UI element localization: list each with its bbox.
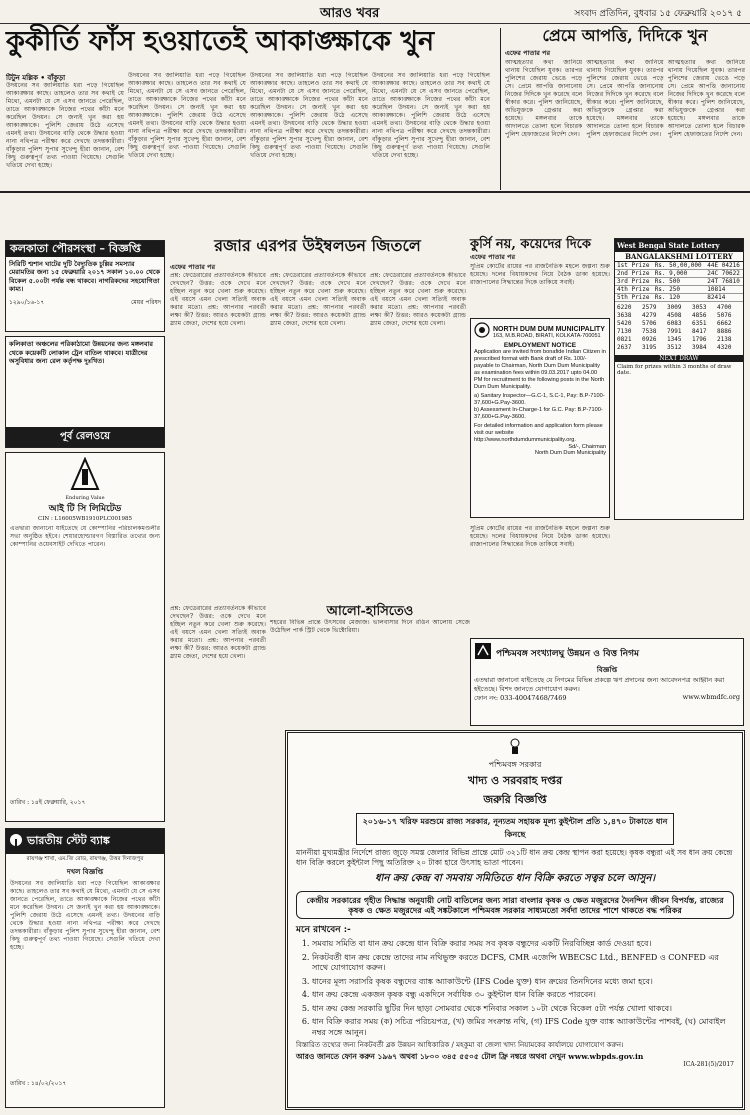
sbi-notice-title: দখল বিজ্ঞপ্তি xyxy=(66,867,104,876)
food-cta: ধান ক্রয় কেন্দ্র বা সমবায় সমিতিতে ধান বিক্রি করতে সত্বর চলে আসুন। xyxy=(374,873,656,884)
itc-date: তারিখ : ১৪ই ফেব্রুয়ারি, ২০১৭ xyxy=(10,799,86,806)
wbmdfc-web: www.wbmdfc.org xyxy=(682,693,740,701)
kmc-signature: মেয়র পরিষদ xyxy=(130,298,161,306)
lead-headline: কুকীর্তি ফাঁস হওয়াতেই আকাঙ্ক্ষাকে খুন xyxy=(6,26,435,57)
lottery-number: 4320 xyxy=(717,344,732,351)
ndm-sub: EMPLOYMENT NOTICE xyxy=(503,342,577,349)
lottery-prize-cell: 10814 xyxy=(705,286,743,294)
lottery-number: 8417 xyxy=(692,328,707,335)
railway-body: কলিকাতা অঞ্চলের পরিকাঠামো উন্নয়নের জন্য মঙ্গলবার থেকে কয়েকটি লোকাল ট্রেন বাতিল থাকবে। যাত্রীদের অসুবিধার জন্য রেল কর্তৃপক্ষ দুঃখিত। xyxy=(9,340,153,365)
ndm-title: NORTH DUM DUM MUNICIPALITY xyxy=(493,325,605,333)
section-title: আরও খবর xyxy=(320,6,380,21)
lottery-number: 1345 xyxy=(667,336,682,343)
side-story xyxy=(500,28,745,190)
kursi-headline: কুর্সি নয়, কয়েদের দিকে xyxy=(470,237,591,252)
wbmdfc-logo-icon xyxy=(474,642,492,664)
wimbledon-col1: প্রশ্ন: ফেডেরারের প্রত্যাবর্তনকে কীভাবে দেখছেন? উত্তর: ওকে দেখে মনে হচ্ছিল নতুন করে খেলা শুরু করেছে। এই বয়সে এমন খেলা সত্যিই অবাক করার মতো। প্রশ্ন: আপনার পরবর্তী লক্ষ্য কী? উত্তর: আরও কয়েকটা গ্র্যান্ড স্ল্যাম জেতা, দেশের হয়ে খেলা। xyxy=(170,272,266,327)
food-central: কেন্দ্রীয় সরকারের গৃহীত সিদ্ধান্ত অনুযায়ী নোট বাতিলের জন্য সারা বাংলার কৃষক ও ক্ষেত মজুরদের দৈনন্দিন জীবন বিপর্যস্ত, রাজ্যের কৃষক ও ক্ষেত মজুরদের এই সঙ্কটকালে পশ্চিমবঙ্গ সরকার সাধ্যমতো সর্বদা তাদের পাশে থাকতে বদ্ধ পরিকর xyxy=(296,891,734,919)
lottery-number: 6083 xyxy=(667,320,682,327)
side-headline: প্রেমে আপত্তি, দিদিকে খুন xyxy=(542,26,708,45)
ndm-item-a: a) Sanitary Inspector—G.C-1, S.C-1, Pay: B.P-7100-37,600+G.Pay-3600. xyxy=(474,393,605,406)
lottery-next-draw: NEXT DRAW xyxy=(615,355,743,362)
kursi-body-cont: সুপ্রিম কোর্টের রায়ের পর রাজনৈতিক মহলে জল্পনা শুরু হয়েছে। দলের বিধায়কদের নিয়ে বৈঠক ডাকা হয়েছে। রাজ্যপালের সিদ্ধান্তের দিকে তাকিয়ে সবাই। xyxy=(470,525,610,548)
lottery-number: 3053 xyxy=(692,304,707,311)
lottery-number: 3009 xyxy=(667,304,682,311)
lottery-prize-cell: Rs. 500 xyxy=(653,278,706,286)
wbmdfc-title: পশ্চিমবঙ্গ সংখ্যালঘু উন্নয়ন ও বিত্ত নিগম xyxy=(496,648,639,659)
lottery-number: 4700 xyxy=(717,304,732,311)
lottery-number: 3638 xyxy=(617,312,632,319)
lead-body-col3: উদয়নের সব জালিয়াতি ধরা পড়ে গিয়েছিল আকাঙ্ক্ষার কাছে। তাহলেও তার সব কথাই যে মিথ্যে, এমনটা যে সে এসব জানতে পেরেছিল, তাতে আকাঙ্ক্ষাকে নিজের পথের কাঁটা মনে করেছিল উদয়ন। সে জন্যই খুন করা হয় আকাঙ্ক্ষাকে। পুলিশি জেরায় উঠে এসেছে এমনই তথ্য। উদয়নের বাড়ি থেকে উদ্ধার হওয়া নানা নথিপত্র পরীক্ষা করে দেখছে তদন্তকারীরা। বাঁকুড়ার পুলিশ সুপার সুখেন্দু হীরা জানান, বেশ কিছু গুরুত্বপূর্ণ তথ্য পাওয়া গিয়েছে। সেগুলি খতিয়ে দেখা হচ্ছে। xyxy=(250,72,368,159)
food-remember: মনে রাখবেন :- xyxy=(296,925,351,935)
ndm-footer: For detailed information and application form please visit our website http://www.northdumdummunicipality.org. xyxy=(474,423,603,443)
lottery-number: 0821 xyxy=(617,336,632,343)
railway-notice xyxy=(5,336,165,448)
side-body-col2: আত্মহত্যার কথা জানিয়ে থানায় গিয়েছিল যুবক। তারপর পুলিশের জেরায় ভেঙে পড়ে সে। প্রেমে আপত্তি জানানোয় নিজের দিদিকে খুন করেছে বলে স্বীকার করে। পুলিশ জানিয়েছে, অভিযুক্তকে গ্রেপ্তার করা হয়েছে। মঙ্গলবার তাকে আদালতে তোলা হলে বিচারক পুলিশ হেফাজতের নির্দেশ দেন। xyxy=(586,58,664,138)
lottery-number: 1796 xyxy=(692,336,707,343)
wimbledon-byline: এফের পাতার পর xyxy=(170,263,216,271)
itc-tagline: Enduring Value xyxy=(65,495,105,501)
wimbledon-col3: প্রশ্ন: ফেডেরারের প্রত্যাবর্তনকে কীভাবে দেখছেন? উত্তর: ওকে দেখে মনে হচ্ছিল নতুন করে খেলা শুরু করেছে। এই বয়সে এমন খেলা সত্যিই অবাক করার মতো। প্রশ্ন: আপনার পরবর্তী লক্ষ্য কী? উত্তর: আরও কয়েকটা গ্র্যান্ড স্ল্যাম জেতা, দেশের হয়ে খেলা। xyxy=(370,272,466,327)
lottery-number: 3984 xyxy=(692,344,707,351)
lottery-number: 6220 xyxy=(617,304,632,311)
itc-company: আই টি সি লিমিটেড xyxy=(48,504,122,514)
food-point: 4. ধান ক্রয় কেন্দ্রে একজন কৃষক বন্ধু একদিনে সর্বাধিক ৩০ কুইন্টাল ধান বিক্রি করতে পারবেন। xyxy=(312,990,734,1001)
wimbledon-headline: রজার এরপর উইম্বলডন জিতলে xyxy=(214,236,421,255)
wbmdfc-contact: ফোন নং: 033-40047468/7469 xyxy=(474,694,567,702)
sbi-date: তারিখ : ১৪/০২/২০১৭ xyxy=(10,1080,67,1087)
sbi-name: ভারতীয় স্টেট ব্যাঙ্ক xyxy=(27,834,110,847)
lottery-brand: West Bengal State Lottery xyxy=(615,239,743,252)
page-header xyxy=(0,0,750,24)
lottery-prize-cell: 4th Prize xyxy=(615,286,653,294)
food-point: 5. ধান ক্রয় কেন্দ্র সরকারি ছুটির দিন ছাড়া সোমবার থেকে শনিবার সকাল ১০টা থেকে বিকেল ৫টা পর্যন্ত খোলা থাকবে। xyxy=(312,1004,734,1015)
food-emblem-icon xyxy=(296,737,734,759)
lottery-prize-cell: 24C 70622 xyxy=(705,270,743,278)
kursi-byline: এফের পাতার পর xyxy=(470,252,516,261)
lottery-prize-cell: 82414 xyxy=(705,294,743,302)
lottery-prize-table xyxy=(615,262,743,302)
lottery-number-grid xyxy=(615,302,743,353)
lottery-footer: Claim for prizes within 3 months of draw date. xyxy=(617,364,732,376)
divider xyxy=(0,191,750,193)
sbi-sub: রায়গঞ্জ শাখা, এম.জি রোড, রায়গঞ্জ, উত্তর দিনাজপুর xyxy=(26,856,144,862)
wimbledon-story xyxy=(170,238,465,255)
lottery-number: 7130 xyxy=(617,328,632,335)
food-title: জরুরি বিজ্ঞপ্তি xyxy=(483,793,547,806)
itc-logo-icon xyxy=(6,453,164,495)
food-points-list xyxy=(296,939,734,1038)
sbi-notice xyxy=(5,828,165,1108)
food-dept: খাদ্য ও সরবরাহ দপ্তর xyxy=(467,774,563,787)
itc-cin: CIN : L16005WB1910PLC001985 xyxy=(38,516,132,522)
lottery-prize-cell: 1st Prize xyxy=(615,262,653,270)
ndm-emblem-icon xyxy=(474,322,490,342)
wbmdfc-sub: বিজ্ঞপ্তি xyxy=(596,665,618,674)
food-gov: পশ্চিমবঙ্গ সরকার xyxy=(488,760,542,769)
lottery-number: 6351 xyxy=(692,320,707,327)
lottery-number: 4279 xyxy=(642,312,657,319)
ndm-sign: Sd/-, Chairman North Dum Dum Municipality xyxy=(534,444,606,456)
lottery-prize-row xyxy=(615,278,743,286)
food-notice xyxy=(285,730,745,1110)
lottery-number: 8886 xyxy=(717,328,732,335)
lottery-prize-cell: Rs. 120 xyxy=(653,294,706,302)
itc-notice xyxy=(5,452,165,822)
alo-story xyxy=(270,605,470,671)
lottery-prize-cell: Rs. 9,000 xyxy=(653,270,706,278)
side-body-col1: আত্মহত্যার কথা জানিয়ে থানায় গিয়েছিল যুবক। তারপর পুলিশের জেরায় ভেঙে পড়ে সে। প্রেমে আপত্তি জানানোয় নিজের দিদিকে খুন করেছে বলে স্বীকার করে। পুলিশ জানিয়েছে, অভিযুক্তকে গ্রেপ্তার করা হয়েছে। মঙ্গলবার তাকে আদালতে তোলা হলে বিচারক পুলিশ হেফাজতের নির্দেশ দেন। xyxy=(505,58,583,138)
lottery-prize-row xyxy=(615,294,743,302)
wbmdfc-body: এতদ্বারা জানানো যাইতেছে যে নিগমের বিভিন্ন প্রকল্পে ঋণ প্রদানের জন্য আবেদনপত্র আহ্বান করা হইতেছে। বিশদ জানতে যোগাযোগ করুন। xyxy=(474,676,725,693)
wimbledon-col2: প্রশ্ন: ফেডেরারের প্রত্যাবর্তনকে কীভাবে দেখছেন? উত্তর: ওকে দেখে মনে হচ্ছিল নতুন করে খেলা শুরু করেছে। এই বয়সে এমন খেলা সত্যিই অবাক করার মতো। প্রশ্ন: আপনার পরবর্তী লক্ষ্য কী? উত্তর: আরও কয়েকটা গ্র্যান্ড স্ল্যাম জেতা, দেশের হয়ে খেলা। xyxy=(270,272,366,327)
ndm-body: Application are invited from bonafide Indian Citizen in prescribed format with Bank draft of Rs. 100/- payable to Chairman, North Dum Dum Municipality as examination fees within 09.03.2017 upto 04.00 PM for recruitment to the following posts in the North Dum Dum Municipality. xyxy=(474,349,606,390)
lottery-number: 5706 xyxy=(642,320,657,327)
lottery-number: 7991 xyxy=(667,328,682,335)
lead-body-col2: উদয়নের সব জালিয়াতি ধরা পড়ে গিয়েছিল আকাঙ্ক্ষার কাছে। তাহলেও তার সব কথাই যে মিথ্যে, এমনটা যে সে এসব জানতে পেরেছিল, তাতে আকাঙ্ক্ষাকে নিজের পথের কাঁটা মনে করেছিল উদয়ন। সে জন্যই খুন করা হয় আকাঙ্ক্ষাকে। পুলিশি জেরায় উঠে এসেছে এমনই তথ্য। উদয়নের বাড়ি থেকে উদ্ধার হওয়া নানা নথিপত্র পরীক্ষা করে দেখছে তদন্তকারীরা। বাঁকুড়ার পুলিশ সুপার সুখেন্দু হীরা জানান, বেশ কিছু গুরুত্বপূর্ণ তথ্য পাওয়া গিয়েছে। সেগুলি খতিয়ে দেখা হচ্ছে। xyxy=(128,72,246,159)
lottery-prize-cell: 5th Prize xyxy=(615,294,653,302)
side-body-col3: আত্মহত্যার কথা জানিয়ে থানায় গিয়েছিল যুবক। তারপর পুলিশের জেরায় ভেঙে পড়ে সে। প্রেমে আপত্তি জানানোয় নিজের দিদিকে খুন করেছে বলে স্বীকার করে। পুলিশ জানিয়েছে, অভিযুক্তকে গ্রেপ্তার করা হয়েছে। মঙ্গলবার তাকে আদালতে তোলা হলে বিচারক পুলিশ হেফাজতের নির্দেশ দেন। xyxy=(667,58,745,138)
food-point: 6. ধান বিক্রি করার সময় (ক) সচিত্র পরিচয়পত্র, (খ) জমির সংক্রান্ত নথি, (গ) IFS Code যুক্ত ব্যাঙ্ক অ্যাকাউন্টের পাশবই, (ঘ) মোবাইল নম্বর সঙ্গে আনুন। xyxy=(312,1017,734,1038)
kmc-ref: ১২৯০/১৬-১৭ xyxy=(9,298,45,306)
side-byline: এফের পাতার পর xyxy=(505,48,551,57)
lottery-number: 2637 xyxy=(617,344,632,351)
wimbledon-col4: প্রশ্ন: ফেডেরারের প্রত্যাবর্তনকে কীভাবে দেখছেন? উত্তর: ওকে দেখে মনে হচ্ছিল নতুন করে খেলা শুরু করেছে। এই বয়সে এমন খেলা সত্যিই অবাক করার মতো। প্রশ্ন: আপনার পরবর্তী লক্ষ্য কী? উত্তর: আরও কয়েকটা গ্র্যান্ড স্ল্যাম জেতা, দেশের হয়ে খেলা। xyxy=(170,605,266,660)
lottery-number: 4508 xyxy=(667,312,682,319)
food-point: 3. ধানের মূল্য সরাসরি কৃষক বন্ধুদের ব্যাঙ্ক অ্যাকাউন্টে (IFS Code যুক্ত) ধান ক্রয়ের তিনদিনের মধ্যে জমা হবে। xyxy=(312,977,734,988)
lottery-prize-row xyxy=(615,270,743,278)
lead-body-col4: উদয়নের সব জালিয়াতি ধরা পড়ে গিয়েছিল আকাঙ্ক্ষার কাছে। তাহলেও তার সব কথাই যে মিথ্যে, এমনটা যে সে এসব জানতে পেরেছিল, তাতে আকাঙ্ক্ষাকে নিজের পথের কাঁটা মনে করেছিল উদয়ন। সে জন্যই খুন করা হয় আকাঙ্ক্ষাকে। পুলিশি জেরায় উঠে এসেছে এমনই তথ্য। উদয়নের বাড়ি থেকে উদ্ধার হওয়া নানা নথিপত্র পরীক্ষা করে দেখছে তদন্তকারীরা। বাঁকুড়ার পুলিশ সুপার সুখেন্দু হীরা জানান, বেশ কিছু গুরুত্বপূর্ণ তথ্য পাওয়া গিয়েছে। সেগুলি খতিয়ে দেখা হচ্ছে। xyxy=(372,72,490,159)
kmc-body: সিরিটি শ্মশান ঘাটের দুটি বৈদ্যুতিক চুল্লির সমস্যার মেরামতির জন্য ১৫ ফেব্রুয়ারি ২০১৭ সকাল ১০.০০ থেকে বিকেল ৫.০০টা পর্যন্ত বন্ধ থাকবে। নাগরিকদের সহযোগিতা কাম্য। xyxy=(9,259,161,294)
kursi-body: সুপ্রিম কোর্টের রায়ের পর রাজনৈতিক মহলে জল্পনা শুরু হয়েছে। দলের বিধায়কদের নিয়ে বৈঠক ডাকা হয়েছে। রাজ্যপালের সিদ্ধান্তের দিকে তাকিয়ে সবাই। xyxy=(470,262,610,286)
page-meta: সংবাদ প্রতিদিন, বুধবার ১৫ ফেব্রুয়ারি ২০১৭ ৫ xyxy=(574,9,742,19)
lead-headline-area xyxy=(6,28,496,68)
lottery-number: 3195 xyxy=(642,344,657,351)
food-footer1: বিস্তারিত তথ্যের জন্য নিকটবর্তী ব্লক উন্নয়ন আধিকারিক / মহকুমা বা জেলা খাদ্য নিয়ামকের কার্যালয়ে যোগাযোগ করুন। xyxy=(296,1041,624,1049)
food-banner: ২০১৬-১৭ খরিফ মরশুমে রাজ্য সরকার, নূন্যতম সহায়ক মূল্য কুইন্টাল প্রতি ১,৪৭০ টাকাতে ধান কিনছে xyxy=(356,813,674,845)
food-point: 1. সমবায় সমিতি বা ধান ক্রয় কেন্দ্রে ধান বিক্রি করার সময় সব কৃষক বন্ধুদের একটি নিরবিচ্ছিন্ন কার্ড দেওয়া হবে। xyxy=(312,939,734,950)
lottery-box xyxy=(614,238,744,520)
lottery-prize-cell: 3rd Prize xyxy=(615,278,653,286)
lottery-number: 2579 xyxy=(642,304,657,311)
railway-footer: পূর্ব রেলওয়ে xyxy=(6,427,164,448)
ndm-address: 163, M.B.ROAD, BIRATI, KOLKATA-700051 xyxy=(493,332,601,339)
itc-body: এতদ্বারা জানানো যাইতেছে যে কোম্পানির পরিচালকমণ্ডলীর সভা অনুষ্ঠিত হইবে। শেয়ারহোল্ডারগণ বিস্তারিত তথ্যের জন্য কোম্পানির ওয়েবসাইট দেখিতে পারেন। xyxy=(10,525,160,548)
food-footer2: আরও জানতে ফোন করুন ১৯৬৭ অথবা ১৮০০ ৩৪৫ ৫৫০৫ টোল ফ্রি নম্বরে অথবা দেখুন www.wbpds.gov.in xyxy=(296,1052,644,1061)
lottery-prize-cell: 2nd Prize xyxy=(615,270,653,278)
lottery-prize-cell: 24T 76810 xyxy=(705,278,743,286)
lottery-prize-row xyxy=(615,262,743,270)
lottery-prize-cell: 44E 04216 xyxy=(705,262,743,270)
lottery-prize-row xyxy=(615,286,743,294)
lottery-number: 3512 xyxy=(667,344,682,351)
lottery-name: BANGALAKSHMI LOTTERY xyxy=(615,252,743,262)
lottery-number: 5420 xyxy=(617,320,632,327)
sbi-body: উদয়নের সব জালিয়াতি ধরা পড়ে গিয়েছিল আকাঙ্ক্ষার কাছে। তাহলেও তার সব কথাই যে মিথ্যে, এমনটা যে সে এসব জানতে পেরেছিল, তাতে আকাঙ্ক্ষাকে নিজের পথের কাঁটা মনে করেছিল উদয়ন। সে জন্যই খুন করা হয় আকাঙ্ক্ষাকে। পুলিশি জেরায় উঠে এসেছে এমনই তথ্য। উদয়নের বাড়ি থেকে উদ্ধার হওয়া নানা নথিপত্র পরীক্ষা করে দেখছে তদন্তকারীরা। বাঁকুড়ার পুলিশ সুপার সুখেন্দু হীরা জানান, বেশ কিছু গুরুত্বপূর্ণ তথ্য পাওয়া গিয়েছে। সেগুলি খতিয়ে দেখা হচ্ছে। xyxy=(10,880,160,951)
food-point: 2. নিকটবর্তী ধান ক্রয় কেন্দ্রে তাদের নাম নথিভুক্ত করতে DCFS, CMR এজেন্সি WBECSC Ltd., BENFED ও CONFED এর সাথে যোগাযোগ করুন। xyxy=(312,953,734,974)
lottery-number: 6662 xyxy=(717,320,732,327)
lottery-prize-cell: Rs. 250 xyxy=(653,286,706,294)
food-ica: ICA-281(5)/2017 xyxy=(683,1061,734,1068)
lottery-number: 0926 xyxy=(642,336,657,343)
lottery-number: 4856 xyxy=(692,312,707,319)
food-lead: মাননীয়া মুখ্যমন্ত্রীর নির্দেশে রাজ্য জুড়ে সমস্ত জেলার বিভিন্ন প্রান্তে মোট ৩২১টি ধান ক্রয় কেন্দ্র স্থাপন করা হয়েছে। কৃষক বন্ধুরা এই সব ধান ক্রয় কেন্দ্রে ধান বিক্রি করলে কুইন্টাল পিছু অতিরিক্ত ২০ টাকা হারে উৎসাহ ভাতা পাবেন। xyxy=(296,848,733,867)
lottery-number: 2138 xyxy=(717,336,732,343)
wbmdfc-notice xyxy=(470,638,744,726)
lead-byline: টিটুন মল্লিক • বাঁকুড়া xyxy=(6,73,66,82)
kmc-title: কলকাতা পৌরসংস্থা – বিজ্ঞপ্তি xyxy=(6,241,164,257)
lottery-number: 7538 xyxy=(642,328,657,335)
ndm-item-b: b) Assessment In-Charge-1 for G.C. Pay: B.P-7100-37,600+G.Pay-3600. xyxy=(474,407,603,420)
alo-body: শহরের বিভিন্ন প্রান্তে উৎসবের মেজাজ। ভালবাসার দিনে রঙিন আলোয় সেজে উঠেছিল পার্ক স্ট্রিট থেকে ভিক্টোরিয়া। xyxy=(270,618,470,634)
ndm-notice xyxy=(470,318,610,518)
alo-headline: আলো-হাসিতেও xyxy=(326,604,414,619)
lottery-number: 5076 xyxy=(717,312,732,319)
lead-body-col1: উদয়নের সব জালিয়াতি ধরা পড়ে গিয়েছিল আকাঙ্ক্ষার কাছে। তাহলেও তার সব কথাই যে মিথ্যে, এমনটা যে সে এসব জানতে পেরেছিল, তাতে আকাঙ্ক্ষাকে নিজের পথের কাঁটা মনে করেছিল উদয়ন। সে জন্যই খুন করা হয় আকাঙ্ক্ষাকে। পুলিশি জেরায় উঠে এসেছে এমনই তথ্য। উদয়নের বাড়ি থেকে উদ্ধার হওয়া নানা নথিপত্র পরীক্ষা করে দেখছে তদন্তকারীরা। বাঁকুড়ার পুলিশ সুপার সুখেন্দু হীরা জানান, বেশ কিছু গুরুত্বপূর্ণ তথ্য পাওয়া গিয়েছে। সেগুলি খতিয়ে দেখা হচ্ছে। xyxy=(6,82,124,169)
lottery-prize-cell: Rs. 50,00,000 xyxy=(653,262,706,270)
sbi-logo-icon xyxy=(9,832,23,851)
kmc-notice xyxy=(5,240,165,332)
